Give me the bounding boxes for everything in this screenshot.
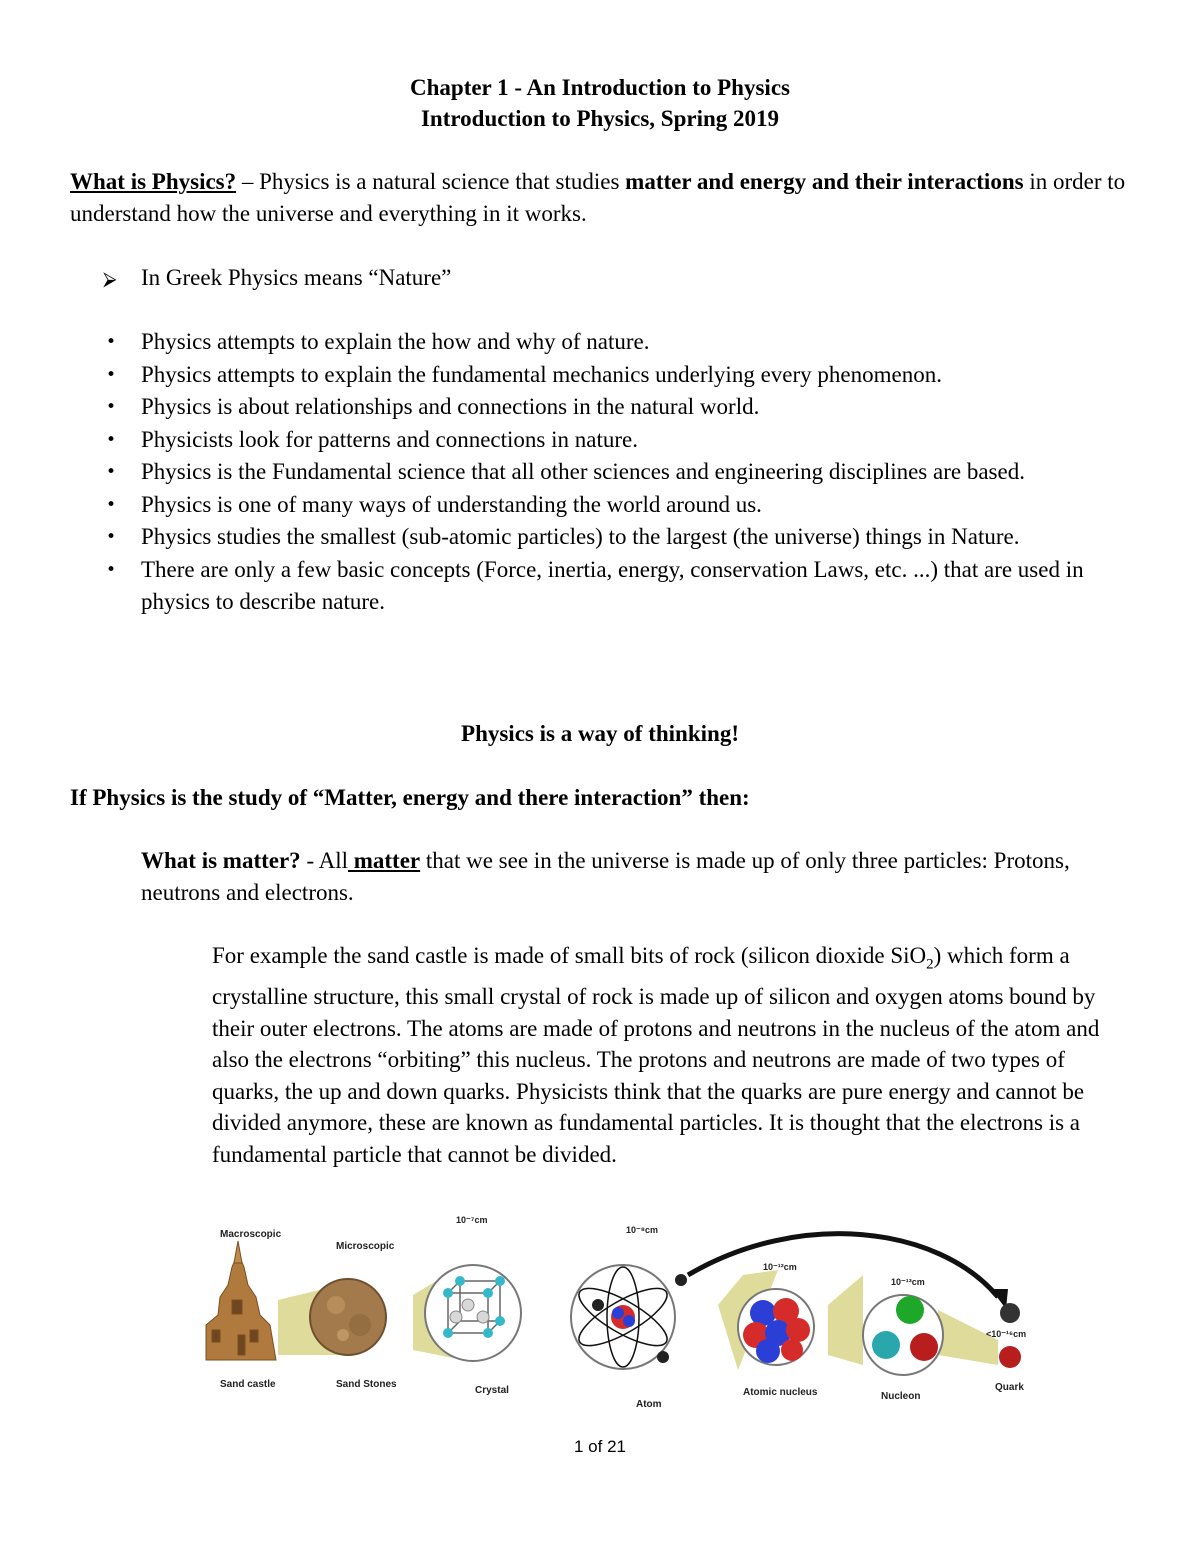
list-item: [103, 424, 1133, 457]
intro-paragraph: [70, 166, 1130, 230]
list-item: [103, 489, 1133, 522]
page-number: 1 of 21: [574, 1437, 626, 1456]
label-sand-castle: Sand castle: [220, 1379, 276, 1390]
list-item-text: Physics studies the smallest (sub-atomic particles) to the largest (the universe) things in Nature.: [141, 524, 1020, 549]
bullet-list: [103, 326, 1133, 619]
list-item: [103, 359, 1133, 392]
list-item: [103, 326, 1133, 359]
example-text-start: For example the sand castle is made of small bits of rock (silicon dioxide SiO: [212, 943, 927, 968]
list-item: [103, 521, 1133, 554]
quark-image: [999, 1346, 1021, 1368]
matter-heading: What is matter?: [141, 848, 301, 873]
list-item-text: There are only a few basic concepts (Force, inertia, energy, conservation Laws, etc. ...) that are used in physics to describe nature.: [141, 556, 1084, 614]
label-quark: Quark: [995, 1382, 1024, 1393]
list-item-text: Physics attempts to explain the how and why of nature.: [141, 329, 650, 354]
label-nucleus: Atomic nucleus: [743, 1387, 818, 1398]
scale-atom: 10⁻⁸cm: [626, 1225, 659, 1235]
label-atom: Atom: [636, 1399, 662, 1410]
crystal-circle: [425, 1265, 521, 1361]
bullet-icon: •: [106, 462, 117, 482]
list-item: [103, 554, 1133, 619]
scale-crystal: 10⁻⁷cm: [456, 1215, 488, 1225]
section-heading: If Physics is the study of “Matter, energy and there interaction” then:: [70, 785, 750, 810]
list-item-text: Physics is the Fundamental science that all other sciences and engineering disciplines are based.: [141, 459, 1025, 484]
label-crystal: Crystal: [475, 1385, 509, 1396]
example-text-end: ) which form a crystalline structure, this small crystal of rock is made up of silicon and oxygen atoms bound by their outer electrons. The atoms are made of protons and neutrons in the nucleus of the atom and also the electrons “orbiting” this nucleus. The protons and neutrons are made of two types of quarks, the up and down quarks. Physicists think that the quarks are pure energy and cannot be divided anymore, these are known as fundamental particles. It is thought that the electrons is a fundamental particle that cannot be divided.: [212, 943, 1100, 1167]
scale-figure: [198, 1205, 1038, 1415]
stone-texture: [349, 1314, 371, 1336]
bullet-icon: •: [106, 494, 117, 515]
label-nucleon: Nucleon: [881, 1391, 921, 1402]
zoom-beam: [828, 1275, 863, 1365]
page-subtitle: Introduction to Physics, Spring 2019: [420, 106, 780, 131]
electron: [657, 1351, 669, 1363]
bullet-icon: •: [106, 332, 117, 352]
bullet-icon: •: [106, 364, 117, 385]
scale-nucleon: 10⁻¹³cm: [891, 1277, 925, 1287]
sand-stones-image: [310, 1279, 386, 1355]
subscript-2: 2: [926, 956, 934, 973]
label-microscopic: Microscopic: [336, 1241, 395, 1252]
electron: [675, 1274, 687, 1286]
list-item-text: Physics is one of many ways of understanding the world around us.: [141, 491, 762, 517]
intro-text-after: in order to understand how the universe and everything in it works.: [70, 169, 1126, 226]
matter-dash: - All: [300, 848, 348, 873]
label-sand-stones: Sand Stones: [336, 1379, 397, 1390]
bullet-icon: •: [106, 397, 117, 417]
bullet-icon: •: [106, 429, 117, 450]
example-paragraph: [212, 940, 1122, 1170]
stone-texture: [327, 1296, 345, 1314]
arrow-bullet-icon: ⮚: [103, 268, 117, 290]
bullet-icon: •: [106, 559, 117, 580]
label-macroscopic: Macroscopic: [220, 1229, 282, 1240]
quark-image: [1000, 1303, 1020, 1323]
nucleus-image: [738, 1289, 814, 1365]
matter-underlined: matter: [347, 848, 421, 873]
list-item: [103, 391, 1133, 424]
arrow-point-text: In Greek Physics means “Nature”: [141, 265, 452, 290]
arrow-point: [103, 262, 451, 295]
list-item-text: Physics attempts to explain the fundamental mechanics underlying every phenomenon.: [141, 361, 942, 387]
page-title: Chapter 1 - An Introduction to Physics: [410, 75, 790, 100]
scale-quark: <10⁻¹⁶cm: [986, 1329, 1027, 1339]
intro-bold-phrase: matter and energy and their interactions: [625, 169, 1024, 194]
matter-rest: that we see in the universe is made up of only three particles: Protons, neutrons and electrons.: [141, 848, 1070, 905]
intro-heading: What is Physics?: [70, 169, 237, 194]
list-item-text: Physics is about relationships and connections in the natural world.: [141, 394, 760, 419]
matter-paragraph: [141, 845, 1101, 909]
bullet-icon: •: [106, 527, 117, 547]
scale-nucleus: 10⁻¹²cm: [763, 1262, 797, 1272]
intro-text-before: – Physics is a natural science that studies: [236, 169, 626, 194]
tagline: Physics is a way of thinking!: [461, 721, 739, 746]
stone-texture: [337, 1329, 349, 1341]
list-item-text: Physicists look for patterns and connections in nature.: [141, 426, 638, 452]
atom-nucleus: [623, 1315, 635, 1327]
sand-castle-image: [206, 1241, 276, 1360]
list-item: [103, 456, 1133, 489]
electron: [592, 1299, 604, 1311]
nucleon-image: [863, 1295, 943, 1375]
atom-nucleus: [612, 1307, 624, 1319]
